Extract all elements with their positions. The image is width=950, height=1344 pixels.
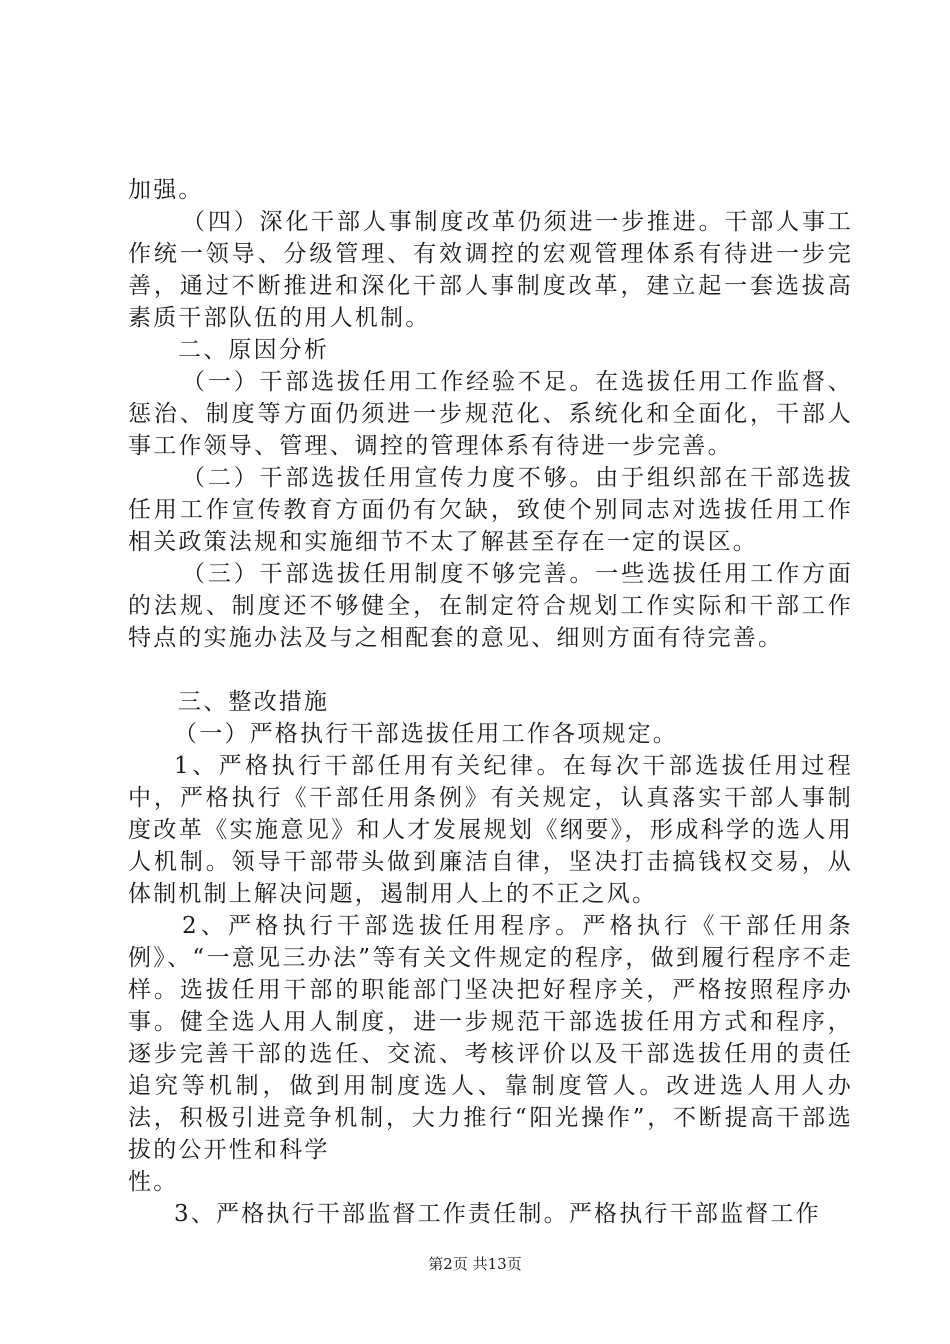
paragraph: （二）干部选拔任用宣传力度不够。由于组织部在干部选拔任用工作宣传教育方面仍有欠缺，致使个别同志对选拔任用工作相关政策法规和实施细节不太了解甚至存在一定的误区。 xyxy=(128,465,853,555)
section-heading: 三、整改措施 xyxy=(178,689,330,715)
subsection-heading: （一）严格执行干部选拔任用工作各项规定。 xyxy=(174,721,678,747)
paragraph: 3、严格执行干部监督工作责任制。严格执行干部监督工作 xyxy=(174,1201,821,1227)
section-heading: 二、原因分析 xyxy=(178,337,330,363)
paragraph: 性。 xyxy=(128,1169,179,1195)
paragraph: （三）干部选拔任用制度不够完善。一些选拔任用工作方面的法规、制度还不够健全，在制定符合规划工作实际和干部工作特点的实施办法及与之相配套的意见、细则方面有待完善。 xyxy=(128,561,853,651)
paragraph: （四）深化干部人事制度改革仍须进一步推进。干部人事工作统一领导、分级管理、有效调控的宏观管理体系有待进一步完善，通过不断推进和深化干部人事制度改革，建立起一套选拔高素质干部队伍的用人机制。 xyxy=(128,209,853,331)
paragraph: 加强。 xyxy=(128,177,204,203)
document-body xyxy=(128,174,853,1230)
paragraph: （一）干部选拔任用工作经验不足。在选拔任用工作监督、惩治、制度等方面仍须进一步规范化、系统化和全面化，干部人事工作领导、管理、调控的管理体系有待进一步完善。 xyxy=(128,369,853,459)
page-number: 第2页 共13页 xyxy=(428,1255,522,1273)
paragraph: 2、严格执行干部选拔任用程序。严格执行《干部任用条例》、“一意见三办法”等有关文件规定的程序，做到履行程序不走样。选拔任用干部的职能部门坚决把好程序关，严格按照程序办事。健全选人用人制度，进一步规范干部选拔任用方式和程序，逐步完善干部的选任、交流、考核评价以及干部选拔任用的责任追究等机制，做到用制度选人、靠制度管人。改进选人用人办法，积极引进竞争机制，大力推行“阳光操作”，不断提高干部选拔的公开性和科学 xyxy=(128,913,853,1163)
paragraph: 1、严格执行干部任用有关纪律。在每次干部选拔任用过程中，严格执行《干部任用条例》有关规定，认真落实干部人事制度改革《实施意见》和人才发展规划《纲要》，形成科学的选人用人机制。领导干部带头做到廉洁自律，坚决打击搞钱权交易，从体制机制上解决问题，遏制用人上的不正之风。 xyxy=(128,753,853,907)
